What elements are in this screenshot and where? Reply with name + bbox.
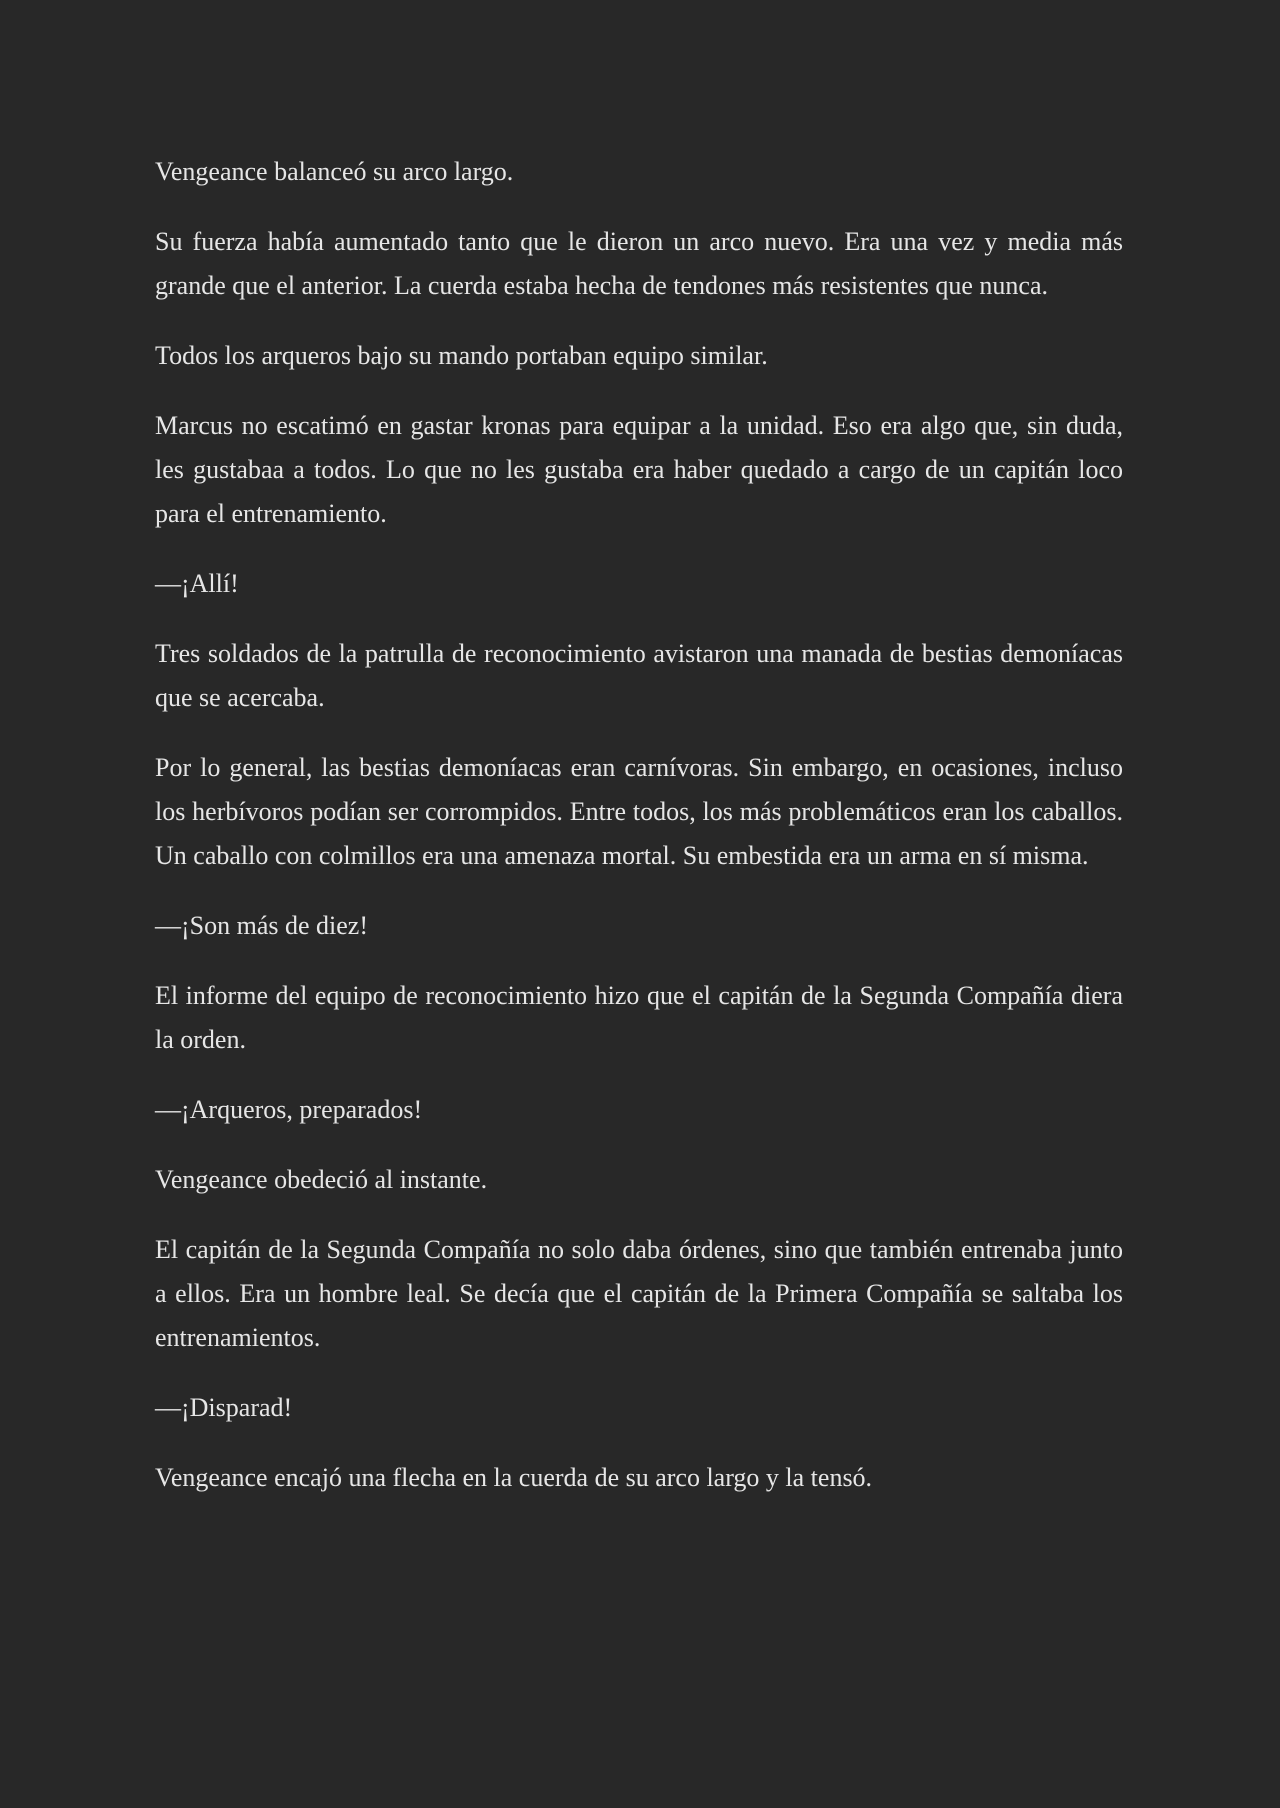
paragraph: Vengeance balanceó su arco largo. bbox=[155, 157, 514, 186]
paragraph: Vengeance encajó una flecha en la cuerda de su arco largo y la tensó. bbox=[155, 1463, 873, 1492]
paragraph: Vengeance obedeció al instante. bbox=[155, 1165, 488, 1194]
paragraph: Su fuerza había aumentado tanto que le dieron un arco nuevo. Era una vez y media más grande que el anterior. La cuerda estaba hecha de tendones más resistentes que nunca. bbox=[155, 227, 1123, 300]
dialogue-line: —¡Allí! bbox=[155, 569, 239, 598]
dialogue-line: —¡Arqueros, preparados! bbox=[155, 1095, 423, 1124]
dialogue-line: —¡Son más de diez! bbox=[155, 911, 369, 940]
paragraph: Todos los arqueros bajo su mando portaban equipo similar. bbox=[155, 341, 768, 370]
paragraph: Marcus no escatimó en gastar kronas para equipar a la unidad. Eso era algo que, sin duda, les gustabaa a todos. Lo que no les gustaba era haber quedado a cargo de un capitán loco para el entrenamiento. bbox=[155, 411, 1123, 528]
reader-page bbox=[155, 150, 1123, 1526]
paragraph: Por lo general, las bestias demoníacas eran carnívoras. Sin embargo, en ocasiones, incluso los herbívoros podían ser corrompidos. Entre todos, los más problemáticos eran los caballos. Un caballo con colmillos era una amenaza mortal. Su embestida era un arma en sí misma. bbox=[155, 753, 1123, 870]
paragraph: El capitán de la Segunda Compañía no solo daba órdenes, sino que también entrenaba junto a ellos. Era un hombre leal. Se decía que el capitán de la Primera Compañía se saltaba los entrenamientos. bbox=[155, 1235, 1123, 1352]
paragraph: El informe del equipo de reconocimiento hizo que el capitán de la Segunda Compañía diera la orden. bbox=[155, 981, 1123, 1054]
paragraph: Tres soldados de la patrulla de reconocimiento avistaron una manada de bestias demoníacas que se acercaba. bbox=[155, 639, 1123, 712]
dialogue-line: —¡Disparad! bbox=[155, 1393, 293, 1422]
